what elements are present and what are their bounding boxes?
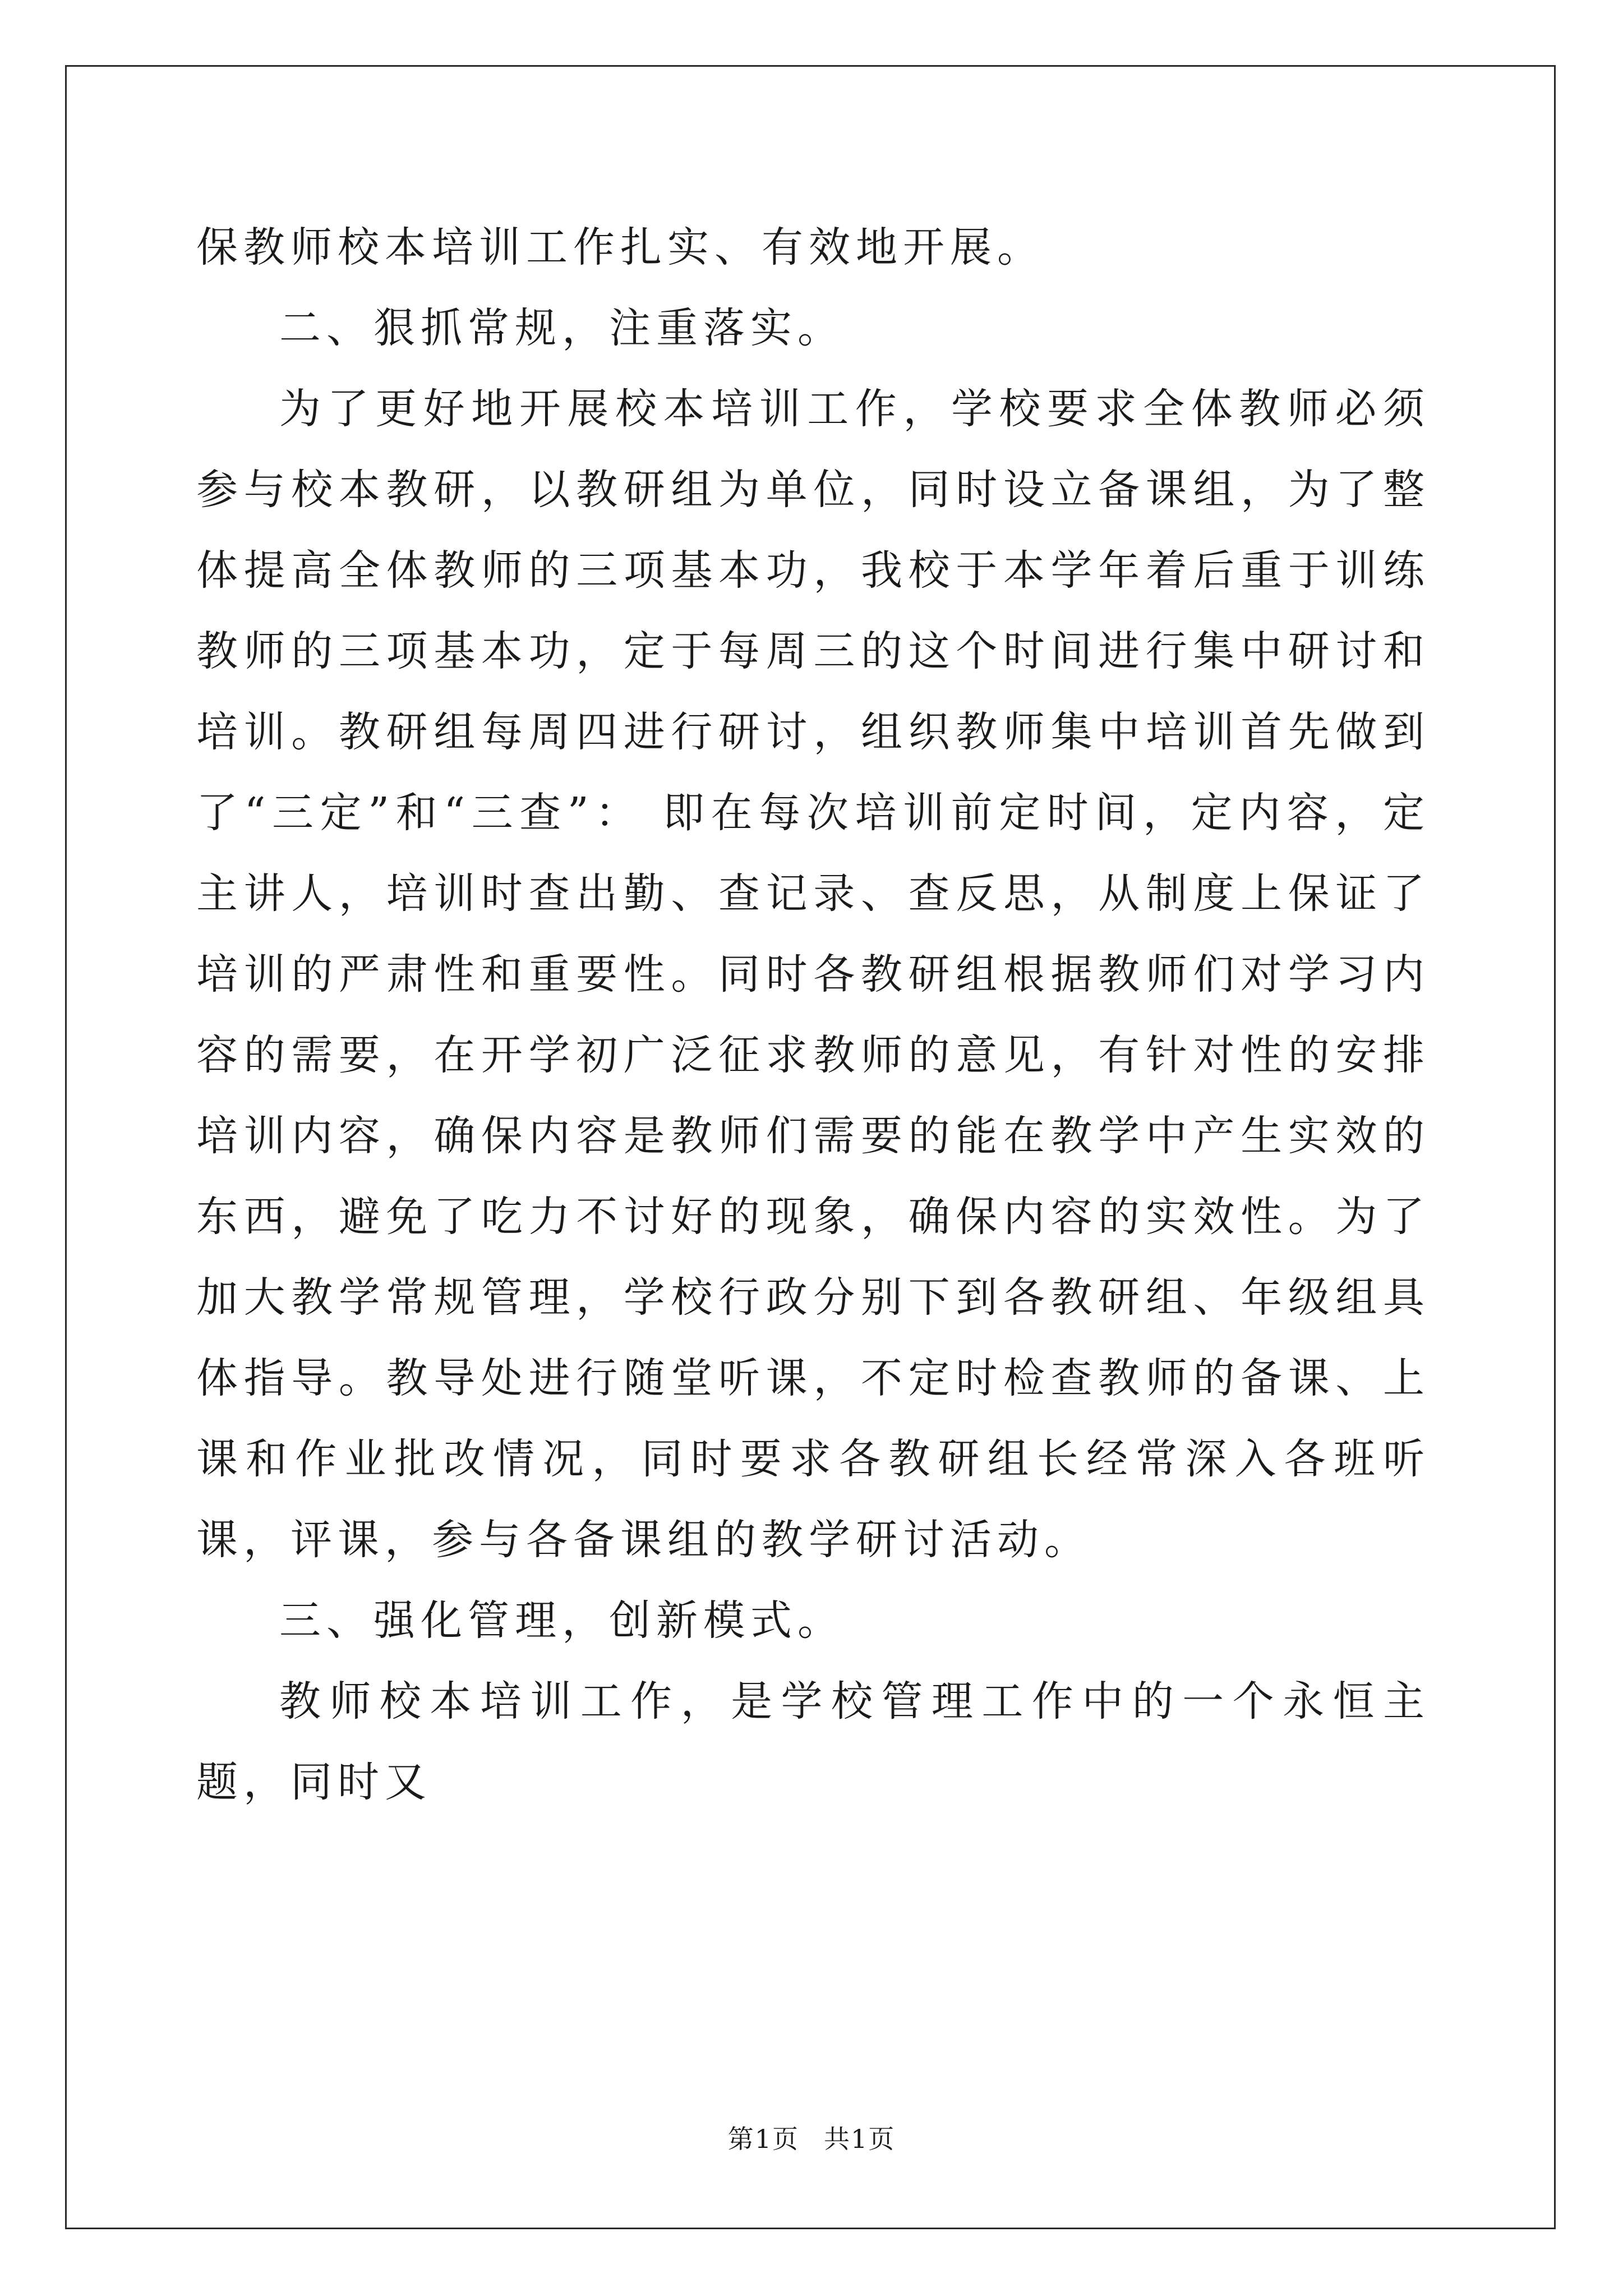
paragraph-3: 为了更好地开展校本培训工作，学校要求全体教师必须参与校本教研，以教研组为单位，同时设立备课组，为了整体提高全体教师的三项基本功，我校于本学年着后重于训练教师的三项基本功，定于每周三的这个时间进行集中研讨和培训。教研组每周四进行研讨，组织教师集中培训首先做到了“三定”和“三查”： 即在每次培训前定时间，定内容，定主讲人，培训时查出勤、查记录、查反思，从制度上保证了培训的严肃性和重要性。同时各教研组根据教师们对学习内容的需要，在开学初广泛征求教师的意见，有针对性的安排培训内容，确保内容是教师们需要的能在教学中产生实效的东西，避免了吃力不讨好的现象，确保内容的实效性。为了加大教学常规管理，学校行政分别下到各教研组、年级组具体指导。教导处进行随堂听课，不定时检查教师的备课、上课和作业批改情况，同时要求各教研组长经常深入各班听课，评课，参与各备课组的教学研讨活动。	[196, 385, 1431, 1564]
paragraph-5: 教师校本培训工作，是学校管理工作中的一个永恒主题，同时又	[196, 1677, 1430, 1806]
section-heading-3: 三、强化管理，创新模式。	[279, 1596, 845, 1645]
page-footer	[0, 2123, 1623, 2155]
document-body	[196, 207, 1430, 1823]
paragraph-1: 保教师校本培训工作扎实、有效地开展。	[196, 223, 1044, 272]
page-total: 共1页	[824, 2124, 896, 2154]
page-number: 第1页	[727, 2124, 799, 2154]
section-heading-2: 二、狠抓常规，注重落实。	[279, 304, 845, 352]
